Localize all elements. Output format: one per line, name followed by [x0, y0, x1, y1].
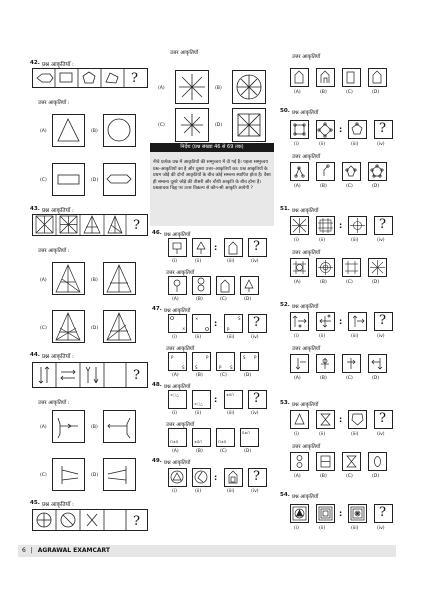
q43-number: 43. — [30, 206, 40, 212]
svg-text:⊓∗S: ⊓∗S — [218, 440, 227, 444]
svg-text:P: P — [227, 327, 230, 332]
svg-text:×○△: ×○△ — [170, 393, 179, 397]
q44-opt-c[interactable]: (C) — [40, 473, 47, 478]
q53-answer-label: उत्तर आकृतियाँ — [292, 444, 321, 450]
q46-cap-iv: (iv) — [251, 259, 259, 264]
svg-text:P: P — [171, 355, 174, 360]
q53-colon: : — [339, 415, 343, 424]
q48-opt-b[interactable]: (B) — [196, 449, 203, 454]
q42-label: प्रश्न आकृतियाँ : — [42, 62, 74, 68]
q47-number: 47. — [152, 306, 162, 312]
q54-label: प्रश्न आकृतियाँ — [292, 494, 319, 500]
q53-cap-iii: (iii) — [351, 432, 359, 437]
q49-opt-a[interactable]: (A) — [294, 90, 301, 95]
q51-number: 51. — [280, 206, 290, 212]
q47-opt-c[interactable]: (C) — [220, 373, 227, 378]
q47-label: प्रश्न आकृतियाँ — [164, 308, 191, 314]
q43-label: प्रश्न आकृतियाँ : — [42, 208, 74, 214]
q52-number: 52. — [280, 302, 290, 308]
q49-opt-c[interactable]: (C) — [346, 90, 353, 95]
q43-question-mark: ? — [133, 218, 140, 233]
svg-text:P: P — [206, 355, 209, 360]
svg-text:S∗⊓: S∗⊓ — [242, 431, 251, 435]
q46-opt-d[interactable]: (D) — [244, 297, 252, 302]
q42-number: 42. — [30, 60, 40, 66]
q47-opt-a[interactable]: (A) — [172, 373, 179, 378]
instruction-heading: निर्देश (प्रश्न संख्या 46 से 69 तक) — [150, 143, 274, 152]
svg-text:S: S — [238, 316, 241, 321]
q53-cap-iv: (iv) — [377, 432, 385, 437]
q44-opt-b[interactable]: (B) — [91, 425, 98, 430]
svg-text:P: P — [254, 355, 257, 360]
q46-opt-c[interactable]: (C) — [220, 297, 227, 302]
q50-cap-i: (i) — [294, 142, 299, 147]
q49-number: 49. — [152, 458, 162, 464]
q50-opt-d[interactable]: (D) — [372, 184, 380, 189]
q45-number: 45. — [30, 500, 40, 506]
q49-question-mark: ? — [253, 469, 260, 484]
q49-label: प्रश्न आकृतियाँ — [164, 460, 191, 466]
q52-opt-d[interactable]: (D) — [372, 376, 380, 381]
q53-opt-d[interactable]: (D) — [372, 474, 380, 479]
q50-answer-label: उत्तर आकृतियाँ — [292, 154, 321, 160]
q52-answer-label: उत्तर आकृतियाँ — [292, 346, 321, 352]
q53-opt-b[interactable]: (B) — [320, 474, 327, 479]
q50-opt-c[interactable]: (C) — [346, 184, 353, 189]
q51-answer-label: उत्तर आकृतियाँ — [292, 250, 321, 256]
q48-number: 48. — [152, 382, 162, 388]
q50-label: प्रश्न आकृतियाँ — [292, 110, 319, 116]
q48-cap-iii: (iii) — [227, 411, 235, 416]
q44-opt-d[interactable]: (D) — [91, 473, 99, 478]
q50-cap-ii: (ii) — [319, 142, 326, 147]
mid-opt-d[interactable]: (D) — [215, 123, 223, 128]
q43-opt-a[interactable]: (A) — [40, 278, 47, 283]
q44-label: प्रश्न आकृतियाँ : — [42, 354, 74, 360]
q53-opt-a[interactable]: (A) — [294, 474, 301, 479]
instruction-body: नीचे प्रत्येक प्रश्न में आकृतियों की सम्मुच्चय में दी गई है। पहला सम्मुच्चय प्रश्न–आकृतियों का है और दूसरा उत्तर–आकृतियों का। प्रश्न आकृतियों के प्रथम जोड़े की दोनों आकृतियों के बीच कोई सम्बन्ध स्थापित होता है। वैसा ही सम्बन्ध दूसरे जोड़े की तीसरी और चौथी आकृति के बीच होना है। प्रश्नवाचक चिह्न पर उत्तर विकल्प से कौन-सी आकृति आयेगी ? — [150, 148, 274, 226]
q51-label: प्रश्न आकृतियाँ — [292, 208, 319, 214]
q42b-answer-label: उत्तर आकृतियाँ — [170, 50, 199, 56]
svg-text:S: S — [243, 355, 246, 360]
q46-colon: : — [214, 243, 218, 252]
q52-opt-b[interactable]: (B) — [320, 376, 327, 381]
q48-opt-d[interactable]: (D) — [244, 449, 252, 454]
q51-opt-a[interactable]: (A) — [294, 280, 301, 285]
q51-cap-iv: (iv) — [377, 238, 385, 243]
q54-number: 54. — [280, 492, 290, 498]
q51-opt-d[interactable]: (D) — [372, 280, 380, 285]
q51-cap-iii: (iii) — [351, 238, 359, 243]
q50-opt-a[interactable]: (A) — [294, 184, 301, 189]
q52-colon: : — [339, 317, 343, 326]
q46-answer-label: उत्तर आकृतियाँ — [166, 270, 195, 276]
q52-cap-i: (i) — [294, 334, 299, 339]
q46-opt-b[interactable]: (B) — [196, 297, 203, 302]
q43-opt-b[interactable]: (B) — [91, 278, 98, 283]
q50-cap-iv: (iv) — [377, 142, 385, 147]
q48-answer-label: उत्तर आकृतियाँ — [166, 422, 195, 428]
q49-cap-iii: (iii) — [227, 489, 235, 494]
mid-opt-a[interactable]: (A) — [158, 86, 165, 91]
svg-text:S: S — [230, 365, 233, 370]
q49-cap-ii: (ii) — [195, 489, 202, 494]
q47-cap-ii: (ii) — [195, 335, 202, 340]
q42-opt-a[interactable]: (A) — [40, 129, 47, 134]
q46-question-mark: ? — [253, 239, 260, 254]
q42-answer-label: उत्तर आकृतियाँ : — [38, 100, 70, 106]
q43-answer-label: उत्तर आकृतियाँ : — [38, 248, 70, 254]
q52-question-mark: ? — [379, 313, 386, 328]
q49-opt-b[interactable]: (B) — [320, 90, 327, 95]
q42-question-mark: ? — [131, 71, 138, 86]
mid-opt-b[interactable]: (B) — [215, 86, 222, 91]
q52-cap-iv: (iv) — [377, 334, 385, 339]
svg-text:∗S⊓: ∗S⊓ — [226, 393, 235, 397]
q52-opt-c[interactable]: (C) — [346, 376, 353, 381]
q49-answer-label: उत्तर आकृतियाँ — [292, 54, 321, 60]
svg-text:∗S⊓: ∗S⊓ — [194, 440, 203, 444]
q51-opt-c[interactable]: (C) — [346, 280, 353, 285]
q49-opt-d[interactable]: (D) — [372, 90, 380, 95]
q47-opt-b[interactable]: (B) — [196, 373, 203, 378]
q48-cap-iv: (iv) — [251, 411, 259, 416]
q54-cap-iii: (iii) — [351, 526, 359, 531]
q51-question-mark: ? — [379, 217, 386, 232]
q47-question-mark: ? — [253, 315, 260, 330]
q46-label: प्रश्न आकृतियाँ — [164, 232, 191, 238]
q45-label: प्रश्न आकृतियाँ : — [42, 502, 74, 508]
q51-cap-ii: (ii) — [319, 238, 326, 243]
q44-answer-label: उत्तर आकृतियाँ : — [38, 400, 70, 406]
q50-opt-b[interactable]: (B) — [320, 184, 327, 189]
q51-opt-b[interactable]: (B) — [320, 280, 327, 285]
q54-cap-i: (i) — [294, 526, 299, 531]
q53-question-mark: ? — [379, 411, 386, 426]
svg-text:×: × — [182, 326, 186, 331]
q46-cap-i: (i) — [172, 259, 177, 264]
q49-colon: : — [214, 473, 218, 482]
q48-cap-ii: (ii) — [195, 411, 202, 416]
q50-number: 50. — [280, 108, 290, 114]
q44-question-mark: ? — [133, 368, 140, 383]
q43-opt-d[interactable]: (D) — [91, 326, 99, 331]
svg-text:P: P — [219, 365, 222, 370]
page-number: 6 — [22, 547, 26, 554]
q54-cap-ii: (ii) — [319, 526, 326, 531]
q42-opt-c[interactable]: (C) — [40, 178, 47, 183]
mid-opt-c[interactable]: (C) — [158, 123, 165, 128]
q45-question-mark: ? — [133, 514, 140, 529]
q47-opt-d[interactable]: (D) — [244, 373, 252, 378]
q50-question-mark: ? — [379, 121, 386, 136]
q48-label: प्रश्न आकृतियाँ — [164, 384, 191, 390]
q52-opt-a[interactable]: (A) — [294, 376, 301, 381]
q47-cap-iv: (iv) — [251, 335, 259, 340]
page-footer — [18, 545, 396, 557]
q48-opt-c[interactable]: (C) — [220, 449, 227, 454]
q48-question-mark: ? — [253, 391, 260, 406]
svg-text:×○△: ×○△ — [194, 402, 203, 406]
svg-text:⊓∗S: ⊓∗S — [170, 440, 179, 444]
q42-opt-b[interactable]: (B) — [91, 129, 98, 134]
q44-number: 44. — [30, 352, 40, 358]
q46-cap-iii: (iii) — [227, 259, 235, 264]
q54-question-mark: ? — [379, 505, 386, 520]
q49-cap-iv: (iv) — [251, 489, 259, 494]
svg-text:S: S — [195, 365, 198, 370]
q46-number: 46. — [152, 230, 162, 236]
q43-opt-c[interactable]: (C) — [40, 326, 47, 331]
q53-cap-ii: (ii) — [319, 432, 326, 437]
q54-cap-iv: (iv) — [377, 526, 385, 531]
q47-colon: : — [214, 319, 218, 328]
svg-text:×: × — [195, 316, 199, 321]
q50-cap-iii: (iii) — [351, 142, 359, 147]
q46-opt-a[interactable]: (A) — [172, 297, 179, 302]
q51-colon: : — [339, 221, 343, 230]
q48-opt-a[interactable]: (A) — [172, 449, 179, 454]
q52-cap-iii: (iii) — [351, 334, 359, 339]
q49-cap-i: (i) — [172, 489, 177, 494]
q54-colon: : — [339, 509, 343, 518]
q52-cap-ii: (ii) — [319, 334, 326, 339]
q47-cap-iii: (iii) — [227, 335, 235, 340]
q53-label: प्रश्न आकृतियाँ — [292, 402, 319, 408]
svg-text:S: S — [182, 365, 185, 370]
q53-cap-i: (i) — [294, 432, 299, 437]
q53-opt-c[interactable]: (C) — [346, 474, 353, 479]
q42-opt-d[interactable]: (D) — [91, 178, 99, 183]
q53-number: 53. — [280, 400, 290, 406]
q50-colon: : — [339, 125, 343, 134]
footer-brand: AGRAWAL EXAMCART — [37, 547, 110, 554]
q46-cap-ii: (ii) — [195, 259, 202, 264]
q47-answer-label: उत्तर आकृतियाँ — [166, 346, 195, 352]
q51-cap-i: (i) — [294, 238, 299, 243]
q48-colon: : — [214, 395, 218, 404]
q48-cap-i: (i) — [172, 411, 177, 416]
q47-cap-i: (i) — [172, 335, 177, 340]
q52-label: प्रश्न आकृतियाँ — [292, 304, 319, 310]
footer-separator: | — [30, 547, 33, 554]
q44-opt-a[interactable]: (A) — [40, 425, 47, 430]
